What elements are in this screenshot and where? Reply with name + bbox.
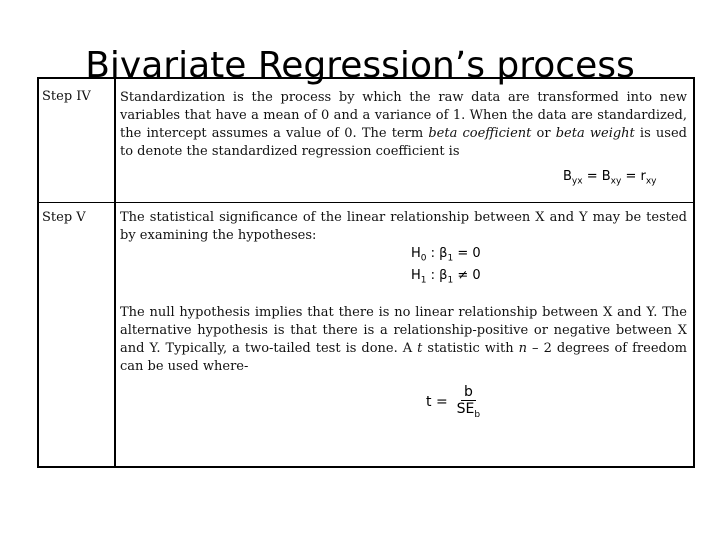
step-iv-text-part: is used to denote the standardized regression coefficient is (120, 126, 687, 159)
row-divider (39, 202, 693, 203)
step-v-text-part: – 2 degrees of freedom can be used where- (120, 341, 687, 374)
step-v-intro: The statistical significance of the linear relationship between X and Y may be tested by examining the hypotheses: (120, 210, 687, 243)
fraction (454, 384, 483, 420)
step-v-label: Step V (42, 210, 86, 225)
standardized-coefficient-formula (563, 169, 656, 187)
null-hypothesis-formula (411, 246, 481, 264)
formula-sub: xy (645, 176, 657, 187)
formula-part: B (563, 169, 572, 184)
formula-part: = B (582, 169, 611, 184)
formula-sub: 1 (447, 253, 454, 264)
t-statistic-formula (426, 384, 483, 420)
formula-part: H (411, 246, 421, 261)
formula-sub: xy (610, 176, 622, 187)
formula-sub: 0 (420, 253, 427, 264)
step-v-text-part: The null hypothesis implies that there is no linear relationship between X and Y. The alternative hypothesis is that there is a relationship-positive or negative between X and Y. Typically, a two-tailed test is done. A (120, 305, 687, 356)
formula-part: = 0 (453, 246, 481, 261)
step-v-explanation (120, 304, 687, 376)
formula-part: : β (426, 268, 448, 283)
fraction-numerator: b (461, 384, 476, 401)
formula-part: SE (456, 401, 475, 417)
formula-sub: 1 (420, 275, 427, 286)
formula-sub: yx (571, 176, 583, 187)
alternative-hypothesis-formula (411, 268, 481, 286)
step-iv-text-part: Standardization is the process by which the raw data are transformed into new variables that have a mean of 0 and a variance of 1. When the data are standardized, the intercept assumes a value of 0. The term (120, 90, 687, 141)
beta-weight-term: beta weight (555, 126, 635, 141)
step-iv-text-part: or (531, 126, 556, 141)
column-divider (114, 79, 116, 466)
formula-sub: b (474, 409, 481, 420)
beta-coefficient-term: beta coefficient (428, 126, 532, 141)
page-title: Bivariate Regression’s process (85, 45, 635, 86)
formula-sub: 1 (447, 275, 454, 286)
fraction-denominator (454, 401, 483, 420)
step-v-text-part: statistic with (422, 341, 519, 356)
n-term: n (518, 341, 528, 356)
steps-table (37, 77, 695, 468)
formula-part: = r (621, 169, 646, 184)
formula-part: : β (426, 246, 448, 261)
step-iv-text (120, 89, 687, 161)
step-iv-label: Step IV (42, 89, 91, 104)
t-term: t (417, 341, 423, 356)
formula-part: ≠ 0 (453, 268, 481, 283)
formula-part: t = (426, 393, 448, 410)
formula-part: H (411, 268, 421, 283)
